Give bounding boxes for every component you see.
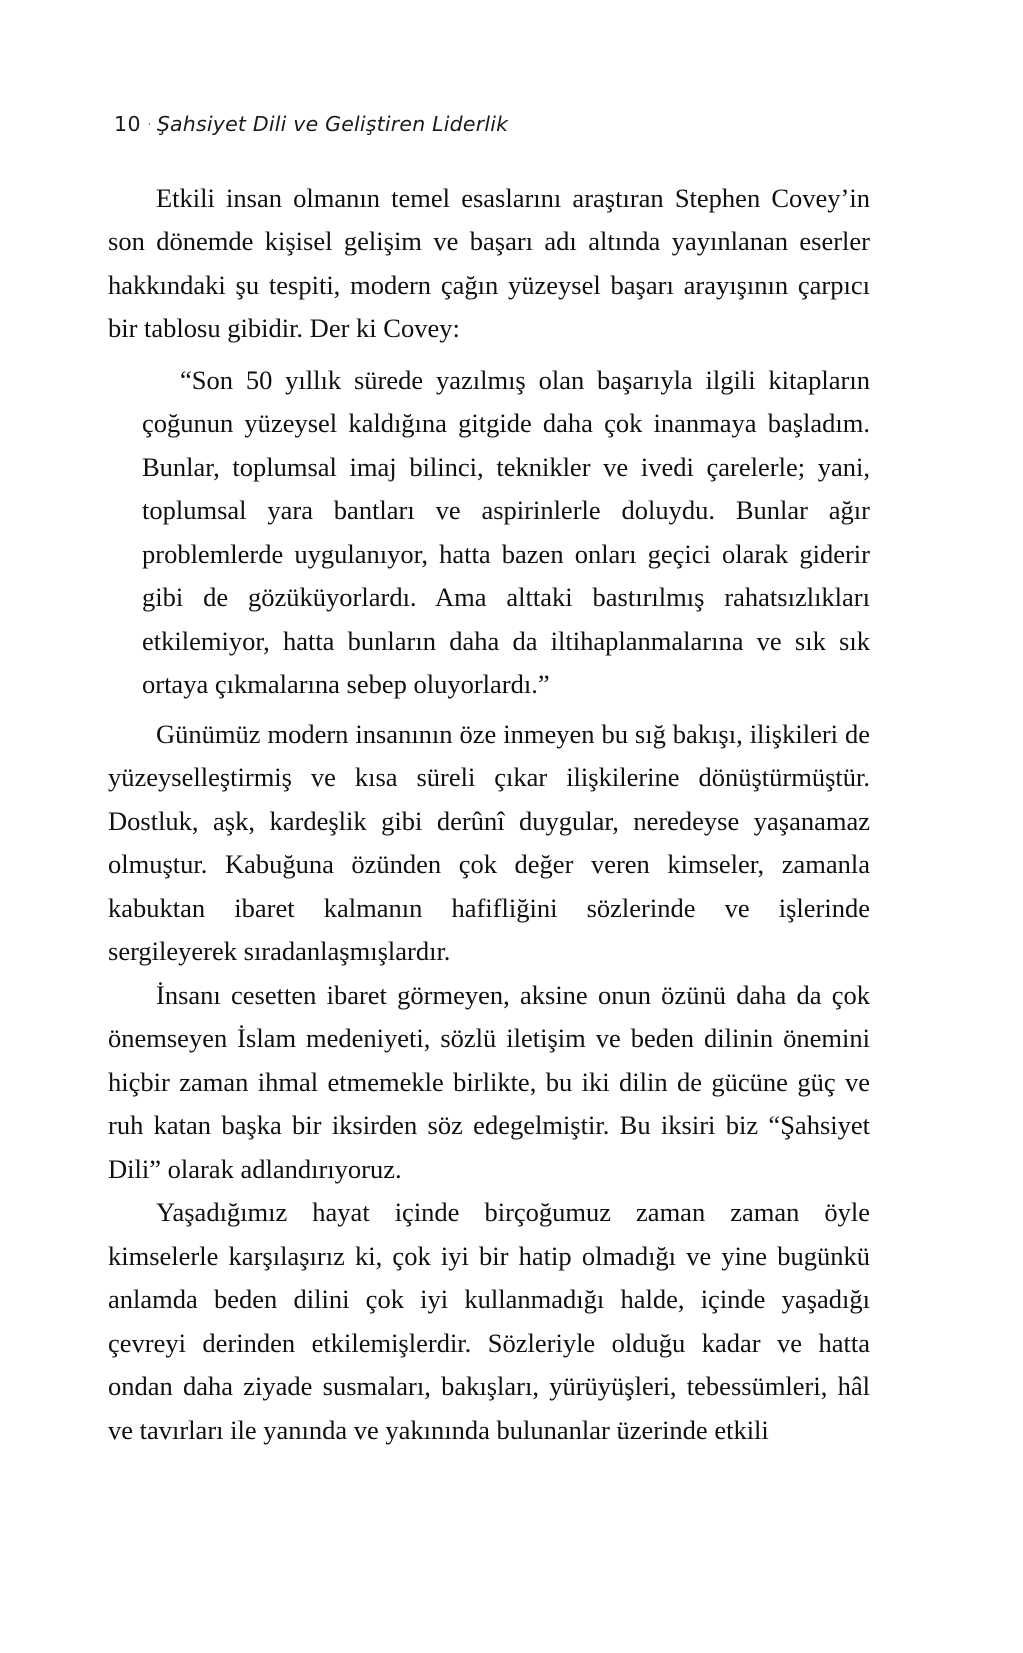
page-number: 10 [114,112,142,136]
header-separator: · [146,112,153,136]
block-quote [108,359,870,707]
running-header [114,112,870,137]
paragraph-3: İnsanı cesetten ibaret görmeyen, aksine onun özünü daha da çok önemseyen İslam medeniyeti, sözlü iletişim ve beden dilinin önemini hiçbir zaman ihmal etmemekle birlikte, bu iki dilin de gücüne güç ve ruh katan başka bir iksirden söz edegelmiştir. Bu iksiri biz “Şahsiyet Dili” olarak adlandırıyoruz. [108,979,870,1184]
paragraph-1: Etkili insan olmanın temel esaslarını araştıran Stephen Covey’in son dönemde kişisel gelişim ve başarı adı altında yayınlanan eserler hakkındaki şu tespiti, modern çağın yüzeysel başarı arayışının çarpıcı bir tablosu gibidir. Der ki Covey: [108,182,870,344]
page-content [108,112,870,1452]
body-text [108,177,870,1453]
paragraph-4: Yaşadığımız hayat içinde birçoğumuz zaman zaman öyle kimselerle karşılaşırız ki, çok iyi bir hatip olmadığı ve yine bugünkü anlamda beden dilini çok iyi kullanmadığı halde, içinde yaşadığı çevreyi derinden etkilemişlerdir. Sözleriyle olduğu kadar ve hatta ondan daha ziyade susmaları, bakışları, yürüyüşleri, tebessümleri, hâl ve tavırları ile yanında ve yakınında bulunanlar üzerinde etkili [108,1197,870,1445]
paragraph-2: Günümüz modern insanının öze inmeyen bu sığ bakışı, ilişkileri de yüzeyselleştirmiş ve kısa süreli çıkar ilişkilerine dönüştürmüştür. Dostluk, aşk, kardeşlik gibi derûnî duygular, neredeyse yaşanamaz olmuştur. Kabuğuna özünden çok değer veren kimseler, zamanla kabuktan ibaret kalmanın hafifliğini sözlerinde ve işlerinde sergileyerek sıradanlaşmışlardır. [108,718,870,967]
paragraph-spacer [108,351,870,355]
quote-text: “Son 50 yıllık sürede yazılmış olan başarıyla ilgili kitapların çoğunun yüzeysel kaldığına gitgide daha çok inanmaya başladım. Bunlar, toplumsal imaj bilinci, teknikler ve ivedi çarelerle; yani, toplumsal yara bantları ve aspirinlerle doluydu. Bunlar ağır problemlerde uygulanıyor, hatta bazen onları geçici olarak giderir gibi de gözüküyorlardı. Ama alttaki bastırılmış rahatsızlıkları etkilemiyor, hatta bunların daha da iltihaplanmalarına ve sık sık ortaya çıkmalarına sebep oluyorlardı.” [142,364,870,700]
running-title: Şahsiyet Dili ve Geliştiren Liderlik [156,112,509,136]
